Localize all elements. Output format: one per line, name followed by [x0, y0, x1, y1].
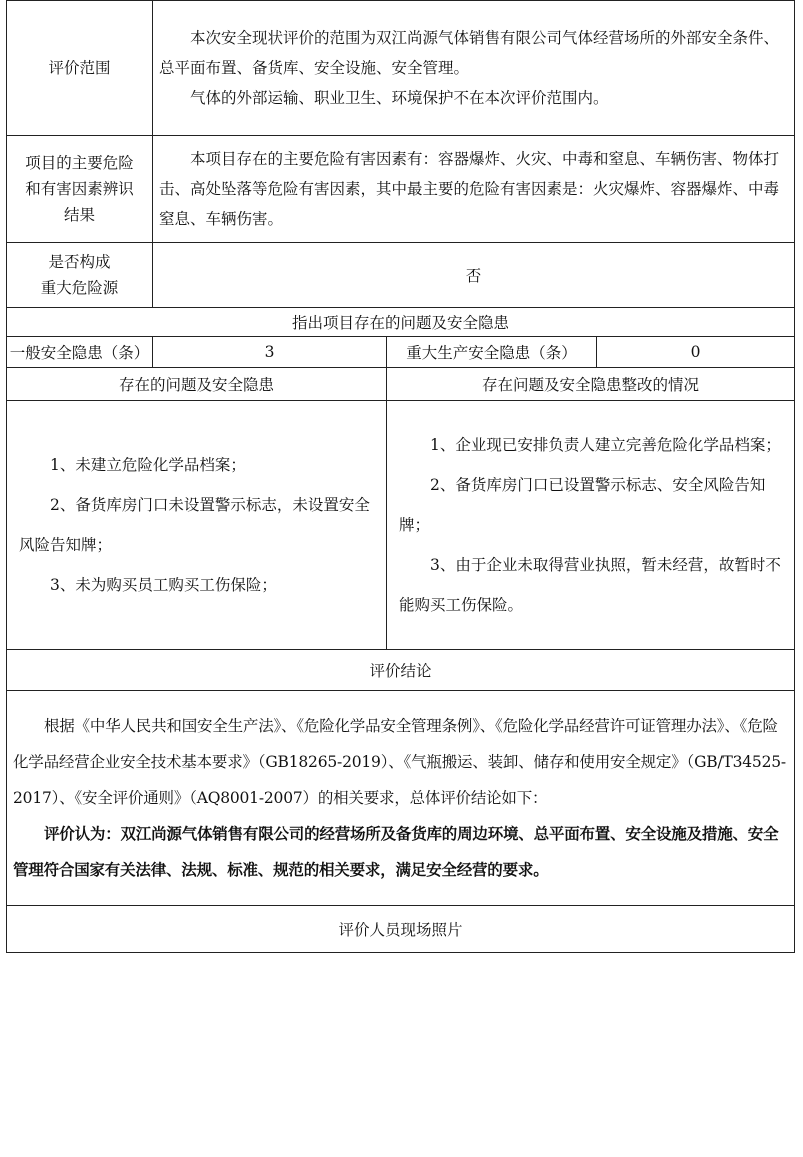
issues-section-title: 指出项目存在的问题及安全隐患: [7, 308, 795, 337]
hazard-label-line-3: 结果: [63, 206, 95, 224]
issue-counts-row: [7, 337, 795, 368]
hazard-label-line-1: 项目的主要危险: [25, 154, 134, 172]
conclusion-verdict-paragraph: 评价认为：双江尚源气体销售有限公司的经营场所及备货库的周边环境、总平面布置、安全设施及措施、安全管理符合国家有关法律、法规、标准、规范的相关要求，满足安全经营的要求。: [13, 824, 779, 879]
issues-content-row: [7, 401, 795, 650]
scope-paragraph-1: 本次安全现状评价的范围为双江尚源气体销售有限公司气体经营场所的外部安全条件、总平面布置、备货库、安全设施、安全管理。: [159, 29, 780, 77]
site-photos-row: [7, 906, 795, 953]
conclusion-title: 评价结论: [7, 650, 795, 691]
issue-item: 1、未建立危险化学品档案；: [50, 456, 246, 474]
issues-list: [7, 401, 387, 650]
general-hazard-count-label: 一般安全隐患（条）: [7, 337, 153, 368]
rectification-item: 2、备货库房门口已设置警示标志、安全风险告知牌；: [399, 476, 766, 534]
hazard-text: 本项目存在的主要危险有害因素有：容器爆炸、火灾、中毒和窒息、车辆伤害、物体打击、高处坠落等危险有害因素，其中最主要的危险有害因素是：火灾爆炸、容器爆炸、中毒窒息、车辆伤害。: [159, 150, 780, 228]
major-hazard-label-line-2: 重大危险源: [40, 279, 119, 297]
assessment-table: [6, 0, 795, 953]
issues-column-header-row: [7, 368, 795, 401]
issues-column-header-left: 存在的问题及安全隐患: [7, 368, 387, 401]
issue-item: 3、未为购买员工购买工伤保险；: [50, 576, 277, 594]
rectification-list: [387, 401, 795, 650]
major-hazard-value: 否: [153, 243, 795, 308]
major-hazard-label-line-1: 是否构成: [48, 253, 111, 271]
site-photos-title: 评价人员现场照片: [7, 906, 795, 953]
issues-column-header-right: 存在问题及安全隐患整改的情况: [387, 368, 795, 401]
scope-label: 评价范围: [7, 1, 153, 136]
scope-paragraph-2: 气体的外部运输、职业卫生、环境保护不在本次评价范围内。: [190, 89, 609, 107]
assessment-form-page: [6, 0, 794, 953]
major-hazard-count-label: 重大生产安全隐患（条）: [387, 337, 597, 368]
major-hazard-label: [7, 243, 153, 308]
rectification-item: 3、由于企业未取得营业执照，暂未经营，故暂时不能购买工伤保险。: [399, 556, 781, 614]
issue-item: 2、备货库房门口未设置警示标志，未设置安全风险告知牌；: [19, 496, 370, 554]
conclusion-basis-paragraph: 根据《中华人民共和国安全生产法》、《危险化学品安全管理条例》、《危险化学品经营许可证管理办法》、《危险化学品经营企业安全技术基本要求》（GB18265-2019）、《气瓶搬运、装卸、储存和使用安全规定》（GB/T34525-2017）、《安全评价通则》（AQ8001-2007）的相关要求，总体评价结论如下：: [13, 717, 786, 807]
conclusion-title-row: [7, 650, 795, 691]
issues-title-row: [7, 308, 795, 337]
scope-content: [153, 1, 795, 136]
major-hazard-count-value: 0: [597, 337, 795, 368]
conclusion-content: [7, 691, 795, 906]
general-hazard-count-value: 3: [153, 337, 387, 368]
major-hazard-row: [7, 243, 795, 308]
hazard-label-line-2: 和有害因素辨识: [25, 180, 134, 198]
rectification-item: 1、企业现已安排负责人建立完善危险化学品档案；: [430, 436, 781, 454]
hazard-row: [7, 136, 795, 243]
hazard-label: [7, 136, 153, 243]
hazard-content: [153, 136, 795, 243]
conclusion-content-row: [7, 691, 795, 906]
scope-row: [7, 1, 795, 136]
